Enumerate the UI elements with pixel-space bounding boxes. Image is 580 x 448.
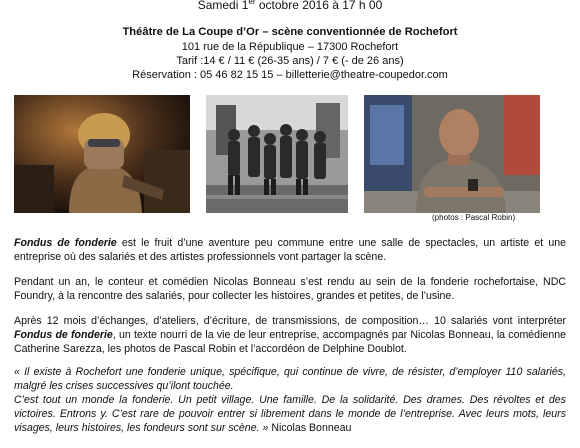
paragraph-project [14, 314, 566, 356]
quote-text: C’est tout un monde la fonderie. Un petit village. Une famille. De la solidarité. Des drames. Des révoltes et des victoires. Entrons y. C’est rare de pouvoir entrer si librement dans le monde de l’entreprise. Avec leurs mots, leurs visages, leurs histoires, les fondeurs sont sur scène. » [14, 394, 566, 434]
paragraph-intro [14, 236, 566, 264]
quote-block [14, 365, 566, 435]
reservation-info: Réservation : 05 46 82 15 15 – billetterie@theatre-coupedor.com [132, 69, 448, 81]
photo-credit: (photos : Pascal Robin) [432, 213, 516, 222]
date-day: Samedi 1 [197, 0, 249, 12]
quote-author: Nicolas Bonneau [268, 422, 352, 434]
photo-foundry-worker [14, 95, 190, 213]
paragraph-residency: Pendant un an, le conteur et comédien Nicolas Bonneau s’est rendu au sein de la fonderie rochefortaise, NDC Foundry, à la rencontre des salariés, pour collecter les histoires, grandes et petites, de l’usine. [14, 276, 566, 302]
venue-address: 101 rue de la République – 17300 Rochefort [181, 41, 399, 53]
event-date [0, 0, 580, 12]
show-title: Fondus de fonderie [14, 237, 117, 249]
date-rest: octobre 2016 à 17 h 00 [255, 0, 383, 12]
project-text-b: , un texte nourri de la vie de leur entreprise, accompagnés par Nicolas Bonneau, la comédienne Catherine Sarezza, les photos de Pascal Robin et l’accordéon de Delphine Doublot. [14, 329, 566, 355]
photo-worker-cup [364, 95, 540, 213]
photo-group-bw [206, 95, 348, 213]
ticket-prices: Tarif :14 € / 11 € (26-35 ans) / 7 € (- de 26 ans) [176, 55, 404, 67]
show-title-inline: Fondus de fonderie [14, 329, 113, 341]
venue-title: Théâtre de La Coupe d’Or – scène conventionnée de Rochefort [122, 26, 458, 38]
project-text-a: Après 12 mois d’échanges, d’ateliers, d’écriture, de transmissions, de composition… 10 salariés vont interpréter [14, 315, 566, 327]
date-ordinal: er [248, 0, 256, 6]
quote-part-2 [14, 393, 566, 435]
intro-text: est le fruit d’une aventure peu commune entre une salle de spectacles, un artiste et une entreprise où des salariés et des artistes professionnels vont partager la scène. [14, 237, 566, 263]
quote-part-1: « Il existe à Rochefort une fonderie unique, spécifique, qui continue de vivre, de résister, d’employer 110 salariés, malgré les crises successives qu’ilont touchée. [14, 366, 566, 392]
